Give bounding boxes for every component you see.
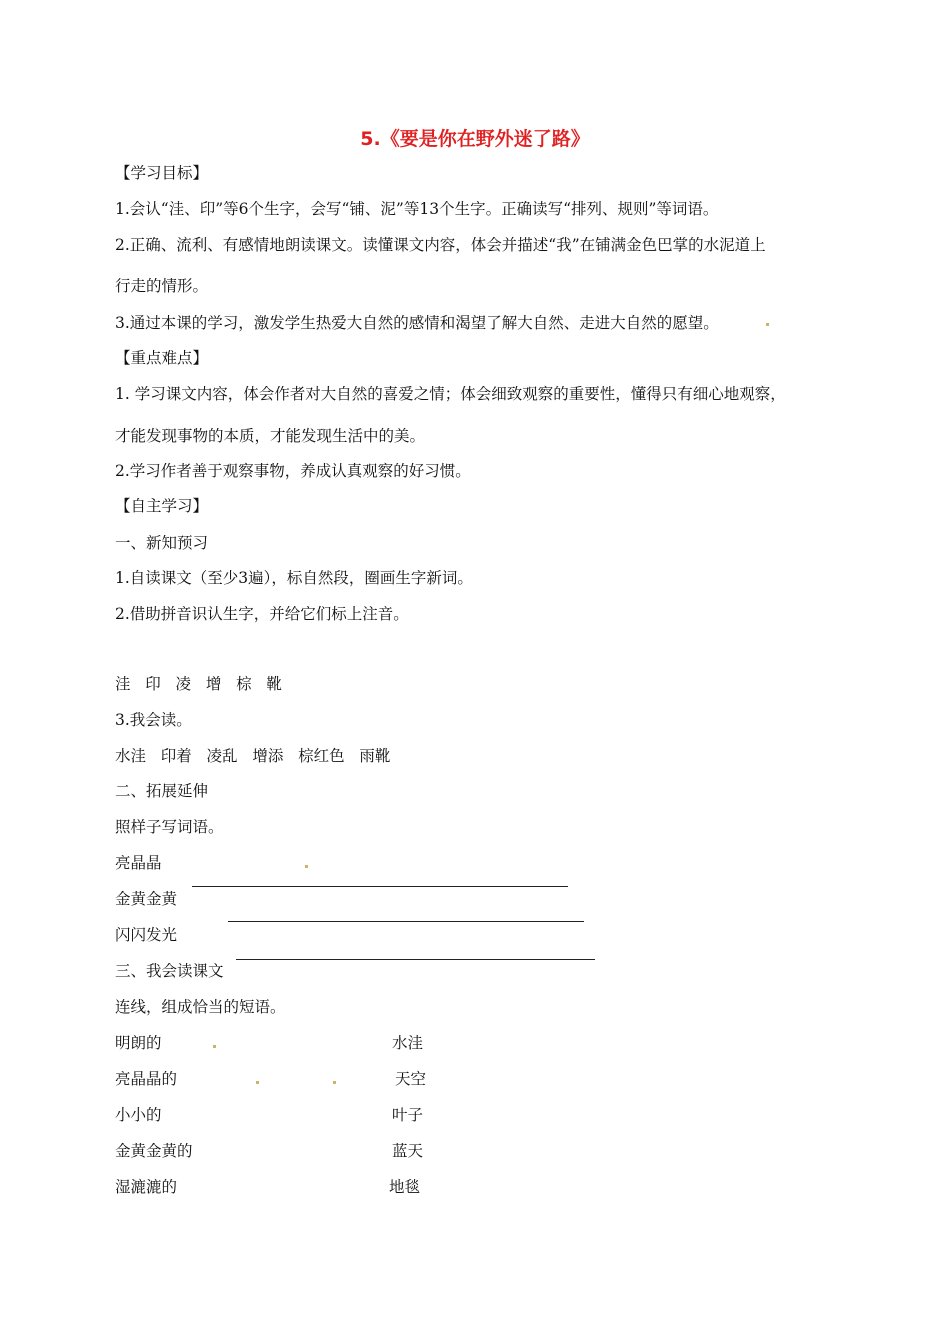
example-word-1: 亮晶晶 xyxy=(115,854,162,872)
match-left-item: 亮晶晶的 xyxy=(115,1070,178,1088)
reading-words-list: 水洼 印着 凌乱 增添 棕红色 雨靴 xyxy=(115,747,391,765)
match-right-item: 叶子 xyxy=(392,1106,424,1124)
part-1-item-2: 2.借助拼音识认生字，并给它们标上注音。 xyxy=(115,605,409,623)
part-1-item-1: 1.自读课文（至少3遍），标自然段，圈画生字新词。 xyxy=(115,569,473,587)
goal-item-2-line2: 行走的情形。 xyxy=(115,277,209,295)
key-point-1-line2: 才能发现事物的本质，才能发现生活中的美。 xyxy=(115,427,426,445)
match-right-item: 蓝天 xyxy=(392,1142,424,1160)
section-header-self-study: 【自主学习】 xyxy=(115,497,209,515)
match-left-item: 明朗的 xyxy=(115,1034,162,1052)
speck-mark xyxy=(333,1081,336,1084)
key-point-1-line1: 1. 学习课文内容，体会作者对大自然的喜爱之情；体会细致观察的重要性，懂得只有细心地观察， xyxy=(115,385,786,403)
match-right-item: 天空 xyxy=(395,1070,427,1088)
speck-mark xyxy=(213,1045,216,1048)
match-left-item: 金黄金黄的 xyxy=(115,1142,193,1160)
section-header-key-points: 【重点难点】 xyxy=(115,349,209,367)
match-left-item: 湿漉漉的 xyxy=(115,1178,178,1196)
speck-mark xyxy=(766,323,769,326)
document-title: 5.《要是你在野外迷了路》 xyxy=(360,128,590,150)
goal-item-3: 3.通过本课的学习，激发学生热爱大自然的感情和渴望了解大自然、走进大自然的愿望。 xyxy=(115,314,719,332)
goal-item-1: 1.会认“洼、印”等6个生字，会写“铺、泥”等13个生字。正确读写“排列、规则”等词语。 xyxy=(115,200,719,218)
new-characters-list: 洼 印 凌 增 棕 靴 xyxy=(115,675,282,693)
part-2-heading: 二、拓展延伸 xyxy=(115,782,209,800)
match-left-item: 小小的 xyxy=(115,1106,162,1124)
part-2-instruction: 照样子写词语。 xyxy=(115,818,224,836)
part-3-heading: 三、我会读课文 xyxy=(115,962,224,980)
speck-mark xyxy=(305,865,308,868)
example-word-2: 金黄金黄 xyxy=(115,890,178,908)
goal-item-2-line1: 2.正确、流利、有感情地朗读课文。读懂课文内容，体会并描述“我”在铺满金色巴掌的水泥道上 xyxy=(115,236,766,254)
part-1-heading: 一、新知预习 xyxy=(115,534,209,552)
example-word-3: 闪闪发光 xyxy=(115,926,178,944)
part-1-item-3: 3.我会读。 xyxy=(115,711,192,729)
match-right-item: 地毯 xyxy=(389,1178,421,1196)
section-header-goals: 【学习目标】 xyxy=(115,164,209,182)
speck-mark xyxy=(256,1081,259,1084)
match-right-item: 水洼 xyxy=(392,1034,424,1052)
answer-blank-line xyxy=(236,959,595,960)
answer-blank-line xyxy=(228,921,584,922)
answer-blank-line xyxy=(192,886,568,887)
key-point-2: 2.学习作者善于观察事物，养成认真观察的好习惯。 xyxy=(115,462,471,480)
part-3-instruction: 连线，组成恰当的短语。 xyxy=(115,998,286,1016)
